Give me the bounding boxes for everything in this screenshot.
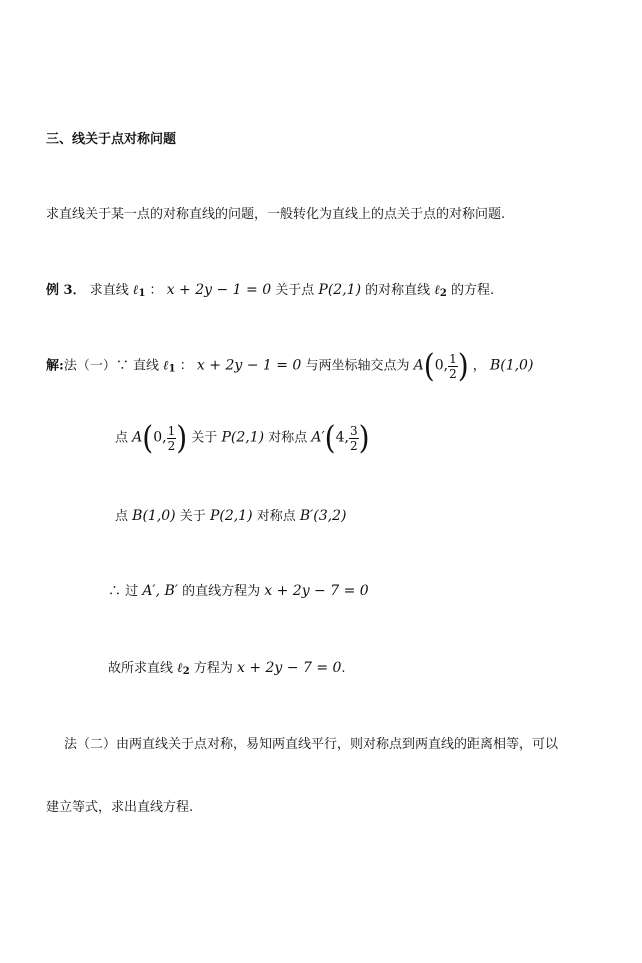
solution-line xyxy=(46,346,534,385)
line-l2-subscript: 2 xyxy=(439,288,447,299)
step2-text-b: 关于 xyxy=(179,509,206,524)
therefore-symbol: ∴ xyxy=(108,584,122,599)
example-text-d: 的方程. xyxy=(451,283,495,298)
step2-text-a: 点 xyxy=(115,509,129,524)
step1-text-c: 对称点 xyxy=(268,430,308,446)
example-text-c: 的对称直线 xyxy=(365,283,431,298)
solution-method1: 法（一）∵ 直线 xyxy=(63,358,159,374)
step2-bp: B′(3,2) xyxy=(299,508,347,524)
solution-colon: ： xyxy=(179,358,193,374)
step4-text-b: 方程为 xyxy=(193,661,233,676)
example-label: 例 3． xyxy=(46,283,86,298)
step-2 xyxy=(115,509,347,523)
paren-open: ( xyxy=(142,418,154,457)
example-equation: x + 2y − 1 = 0 xyxy=(166,282,272,298)
solution-point-a-name: A xyxy=(413,357,424,374)
fraction xyxy=(448,353,458,380)
example-point-p: P(2,1) xyxy=(318,282,362,298)
solution-text-b: 与两坐标轴交点为 xyxy=(305,358,410,374)
fraction xyxy=(349,425,359,452)
fraction-numerator: 1 xyxy=(449,351,457,366)
step4-l2-symbol: ℓ xyxy=(177,661,183,676)
line-l1-subscript: 1 xyxy=(138,288,146,299)
example-text-b: 关于点 xyxy=(275,283,315,298)
step4-period: . xyxy=(341,661,346,676)
paren-open: ( xyxy=(423,346,435,385)
step2-p: P(2,1) xyxy=(209,508,253,524)
example-text-a: 求直线 xyxy=(89,283,129,298)
step1-text-a: 点 xyxy=(115,430,129,446)
method2-line2: 建立等式，求出直线方程. xyxy=(46,800,194,815)
step-3 xyxy=(108,584,369,598)
paren-close: ) xyxy=(457,346,469,385)
line-l1-symbol: ℓ xyxy=(132,283,139,298)
fraction-denominator: 2 xyxy=(449,366,457,381)
paren-close: ) xyxy=(176,418,188,457)
step1-ap-name: A′ xyxy=(311,429,325,446)
line-l2-symbol: ℓ xyxy=(434,283,440,298)
step4-l2-subscript: 2 xyxy=(182,666,190,677)
example-3 xyxy=(46,283,494,299)
step4-equation: x + 2y − 7 = 0 xyxy=(236,660,342,676)
step1-text-b: 关于 xyxy=(191,430,218,446)
step4-text-a: 故所求直线 xyxy=(108,661,174,676)
paren-open: ( xyxy=(324,418,336,457)
section-title: 三、线关于点对称问题 xyxy=(46,132,177,147)
step-4 xyxy=(108,661,346,677)
fraction xyxy=(167,425,177,452)
step3-text-b: 的直线方程为 xyxy=(182,584,261,599)
step1-p: P(2,1) xyxy=(221,429,265,446)
solution-point-b: B(1,0) xyxy=(489,357,534,374)
step1-a-name: A xyxy=(132,429,143,446)
fraction-denominator: 2 xyxy=(167,438,176,453)
step2-text-c: 对称点 xyxy=(256,509,296,524)
method2-line1: 法（二）由两直线关于点对称，易知两直线平行，则对称点到两直线的距离相等，可以 xyxy=(64,737,559,752)
solution-l1-subscript: 1 xyxy=(168,363,176,375)
example-colon: ： xyxy=(149,283,163,298)
paren-close: ) xyxy=(358,418,370,457)
fraction-numerator: 1 xyxy=(167,423,176,438)
solution-label: 解: xyxy=(46,358,64,374)
solution-sep: ， xyxy=(472,358,486,374)
step3-text-a: 过 xyxy=(125,584,139,599)
fraction-denominator: 2 xyxy=(349,438,358,453)
solution-point-a-x: 0, xyxy=(434,357,449,374)
step-1 xyxy=(115,418,370,457)
step3-equation: x + 2y − 7 = 0 xyxy=(264,583,369,599)
step1-ap-x: 4, xyxy=(335,429,349,446)
step1-a-x: 0, xyxy=(153,429,167,446)
step3-points: A′, B′ xyxy=(142,583,178,599)
step2-b: B(1,0) xyxy=(132,508,176,524)
intro-text: 求直线关于某一点的对称直线的问题，一般转化为直线上的点关于点的对称问题. xyxy=(46,207,506,222)
fraction-numerator: 3 xyxy=(349,423,358,438)
solution-equation: x + 2y − 1 = 0 xyxy=(196,357,302,374)
solution-l1-symbol: ℓ xyxy=(163,358,169,374)
